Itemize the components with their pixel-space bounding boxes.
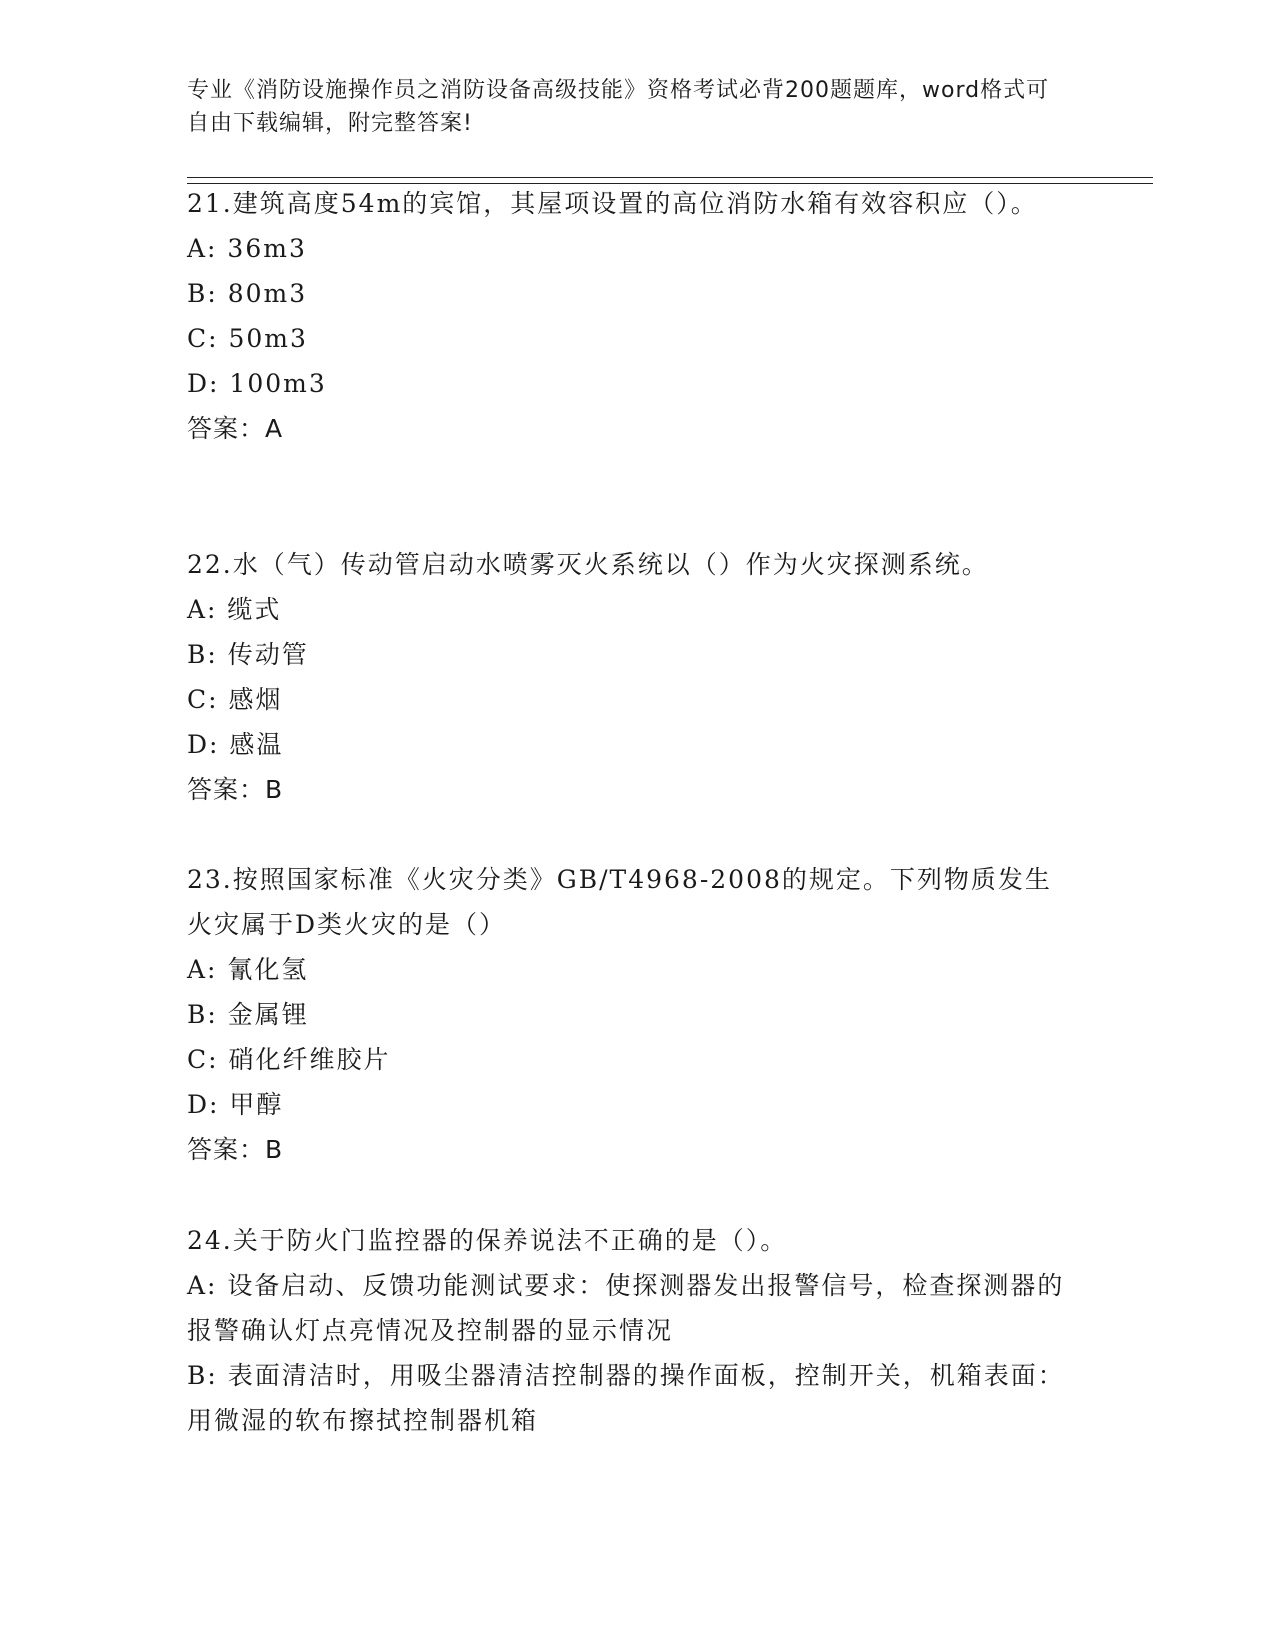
document-header: 专业《消防设施操作员之消防设备高级技能》资格考试必背200题题库，word格式可自由下载编辑，附完整答案! [187, 78, 1050, 136]
option-b: B: 传动管 [187, 640, 309, 669]
question-23 [187, 857, 1087, 1172]
question-24 [187, 1218, 1087, 1443]
option-a: A: 缆式 [187, 595, 282, 624]
option-b: B: 80m3 [187, 279, 308, 308]
question-stem: 22.水（气）传动管启动水喷雾灭火系统以（）作为火灾探测系统。 [187, 550, 989, 579]
question-21 [187, 181, 1087, 451]
option-a: A: 氰化氢 [187, 955, 309, 984]
question-stem: 23.按照国家标准《火灾分类》GB/T4968-2008的规定。下列物质发生火灾属于D类火灾的是（） [187, 865, 1052, 939]
question-stem: 24.关于防火门监控器的保养说法不正确的是（）。 [187, 1226, 788, 1255]
option-b: B: 表面清洁时，用吸尘器清洁控制器的操作面板，控制开关，机箱表面：用微湿的软布擦拭控制器机箱 [187, 1361, 1065, 1435]
answer: 答案：B [187, 775, 284, 804]
option-d: D: 100m3 [187, 369, 327, 398]
answer: 答案：A [187, 414, 284, 443]
header-divider-top [187, 177, 1153, 178]
option-d: D: 感温 [187, 730, 284, 759]
option-b: B: 金属锂 [187, 1000, 309, 1029]
option-a: A: 设备启动、反馈功能测试要求：使探测器发出报警信号，检查探测器的报警确认灯点亮情况及控制器的显示情况 [187, 1271, 1065, 1345]
answer: 答案：B [187, 1135, 284, 1164]
option-d: D: 甲醇 [187, 1090, 284, 1119]
option-c: C: 50m3 [187, 324, 308, 353]
option-c: C: 硝化纤维胶片 [187, 1045, 391, 1074]
option-a: A: 36m3 [187, 234, 307, 263]
question-22 [187, 542, 1087, 812]
option-c: C: 感烟 [187, 685, 283, 714]
question-stem: 21.建筑高度54m的宾馆，其屋项设置的高位消防水箱有效容积应（）。 [187, 189, 1038, 218]
